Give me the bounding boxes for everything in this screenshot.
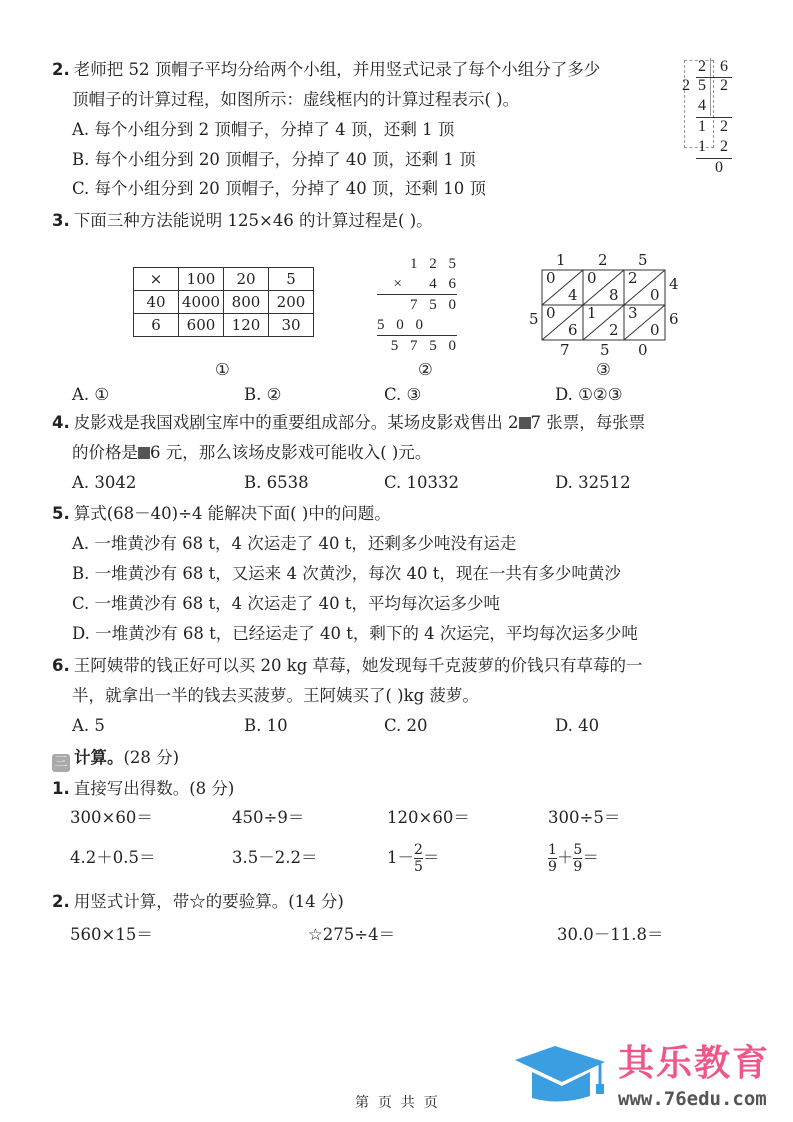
logo: [510, 1040, 790, 1115]
q6-option-b: B. 10: [244, 716, 288, 735]
c1-stem: 1. 直接写出得数。(8 分): [52, 779, 235, 798]
c1-item: $\frac{1}{9}$ ＋ $\frac{5}{9}$ ＝: [548, 842, 599, 875]
dividend: 5 2: [698, 77, 733, 94]
q5-option-c: C. 一堆黄沙有 68 t，4 次运走了 40 t，平均每次运多少吨: [72, 594, 501, 613]
q2-line1: 2. 老师把 52 顶帽子平均分给两个小组，并用竖式记录了每个小组分了多少: [52, 60, 601, 79]
q2-option-c: C. 每个小组分到 20 顶帽子，分掉了 40 顶，还剩 10 顶: [72, 179, 486, 198]
q6-line2: 半，就拿出一半的钱去买菠萝。王阿姨买了( )kg 菠萝。: [72, 686, 479, 705]
q4-line2: 的价格是 6 元，那么该场皮影戏可能收入( )元。: [72, 443, 432, 462]
step3: 1 2: [698, 138, 733, 155]
q5-option-b: B. 一堆黄沙有 68 t，又运来 4 次黄沙，每次 40 t，现在一共有多少吨黄沙: [72, 564, 621, 583]
c1-item: 3.5－2.2＝: [232, 848, 318, 867]
q6-option-a: A. 5: [72, 716, 105, 735]
c1-item: 300×60＝: [70, 808, 153, 827]
q3-option-b: B. ②: [244, 385, 282, 404]
c1-item: 450÷9＝: [232, 808, 305, 827]
graduation-cap-icon: [510, 1040, 610, 1110]
c1-item: 1－ $\frac{2}{5}$ ＝: [387, 842, 440, 875]
q6-line1: 6. 王阿姨带的钱正好可以买 20 kg 草莓，她发现每千克菠萝的价钱只有草莓的一: [52, 656, 643, 675]
c1-item: 120×60＝: [387, 808, 470, 827]
c2-item: 560×15＝: [70, 925, 153, 944]
q3-label-1: ①: [215, 360, 230, 379]
hidden-digit-box: [138, 447, 150, 459]
q4-line1: 4. 皮影戏是我国戏剧宝库中的重要组成部分。某场皮影戏售出 2 7 张票，每张票: [52, 413, 646, 432]
section-3-heading: 三 计算。(28 分): [52, 747, 179, 772]
remainder: 0: [715, 159, 723, 176]
q2-line2: 顶帽子的计算过程，如图所示：虚线框内的计算过程表示( )。: [72, 90, 520, 109]
divisor: 2: [682, 77, 690, 94]
hidden-digit-box: [519, 417, 531, 429]
logo-name: 其乐教育: [618, 1043, 771, 1084]
logo-url: www.76edu.com: [618, 1088, 767, 1110]
c1-item: 4.2＋0.5＝: [70, 848, 156, 867]
q2-option-a: A. 每个小组分到 2 顶帽子，分掉了 4 顶，还剩 1 顶: [72, 120, 455, 139]
section-number-badge: 三: [52, 754, 70, 772]
q4-option-d: D. 32512: [555, 473, 631, 492]
q4-option-c: C. 10332: [384, 473, 460, 492]
long-division: [680, 58, 740, 183]
step2: 1 2: [698, 118, 733, 135]
page-footer: 第 页 共 页: [355, 1095, 438, 1111]
q3-option-c: C. ③: [384, 385, 422, 404]
step1: 4: [698, 97, 706, 114]
c2-item: 30.0－11.8＝: [557, 925, 664, 944]
q3-stem: 3. 下面三种方法能说明 125×46 的计算过程是( )。: [52, 211, 433, 230]
q3-option-d: D. ①②③: [555, 385, 623, 404]
q3-label-2: ②: [418, 360, 433, 379]
q4-option-b: B. 6538: [244, 473, 309, 492]
c2-stem: 2. 用竖式计算，带☆的要验算。(14 分): [52, 892, 344, 911]
q3-table-method: × 100 20 5 40 4000 800 200 6 600 120 30: [133, 267, 314, 337]
q4-option-a: A. 3042: [72, 473, 137, 492]
exam-page: 2. 老师把 52 顶帽子平均分给两个小组，并用竖式记录了每个小组分了多少 顶帽子的计算过程，如图所示：虚线框内的计算过程表示( )。 A. 每个小组分到 2 顶帽子，分掉了 4 顶，还剩 1 顶 B. 每个小组分到 20 顶帽子，分掉了 40 顶，还剩 1 顶 C. 每个小组分到 20 顶帽子，分掉了 40 顶，还剩 10 顶 2 6 2 5 2 4 1 2 1 2 0 3. 下面三种方法能说明 125×46 的计算过程是( )。 × 100 20 5 40 4000 800 200 6 600 120 30 1 2 5 × 4 6 7 5 0 5 0 0 5 7 5 0 1 2 5 4 6 5 7 5 0 0 4 0 8 2 0 0 6 1 2 3 0 ① ② ③ A. ① B. ② C. ③ D. ①②③ 4. 皮影戏是我国戏剧宝库中的重要组成部分。某场皮影戏售出 2 7 张票，每张票 的价格是 6 元，那么该场皮影戏可能收入( )元。 A. 3042 B. 6538 C. 10332 D. 32512 5. 算式(68－40)÷4 能解决下面( )中的问题。 A. 一堆黄沙有 68 t，4 次运走了 40 t，还剩多少吨没有运走 B. 一堆黄沙有 68 t，又运来 4 次黄沙，每次 40 t，现在一共有多少吨黄沙 C. 一堆黄沙有 68 t，4 次运走了 40 t，平均每次运多少吨 D. 一堆黄沙有 68 t，已经运走了 40 t，剩下的 4 次运完，平均每次运多少吨 6. 王阿姨带的钱正好可以买 20 kg 草莓，她发现每千克菠萝的价钱只有草莓的一 半，就拿出一半的钱去买菠萝。王阿姨买了( )kg 菠萝。 A. 5 B. 10 C. 20 D. 40 三 计算。(28 分) 1. 直接写出得数。(8 分) 300×60＝ 450÷9＝ 120×60＝ 300÷5＝ 4.2＋0.5＝ 3.5－2.2＝ 1－ $\frac{2}{5}$ ＝ $\frac{1}{9}$ ＋ $\frac{5}{9}$ ＝ 2. 用竖式计算，带☆的要验算。(14 分) 560×15＝ ☆275÷4＝ 30.0－11.8＝ 其乐教育 www.76edu.com 第 页 共 页: [0, 0, 793, 1122]
q5-stem: 5. 算式(68－40)÷4 能解决下面( )中的问题。: [52, 504, 391, 523]
quotient: 2 6: [698, 58, 733, 75]
q6-option-d: D. 40: [555, 716, 600, 735]
q3-label-3: ③: [596, 360, 611, 379]
q3-vertical-method: 1 2 5 × 4 6 7 5 0 5 0 0 5 7 5 0: [377, 256, 460, 354]
q5-option-d: D. 一堆黄沙有 68 t，已经运走了 40 t，剩下的 4 次运完，平均每次运多少吨: [72, 624, 638, 643]
q6-option-c: C. 20: [384, 716, 428, 735]
c2-item: ☆275÷4＝: [308, 925, 396, 944]
q2-option-b: B. 每个小组分到 20 顶帽子，分掉了 40 顶，还剩 1 顶: [72, 150, 476, 169]
q5-option-a: A. 一堆黄沙有 68 t，4 次运走了 40 t，还剩多少吨没有运走: [72, 534, 517, 553]
q3-option-a: A. ①: [72, 385, 110, 404]
c1-item: 300÷5＝: [548, 808, 621, 827]
